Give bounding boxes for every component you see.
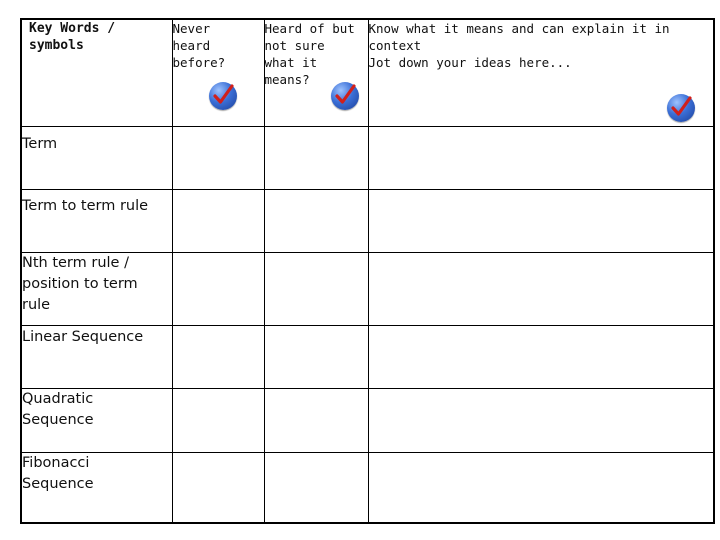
- term-label: Linear Sequence: [22, 328, 144, 345]
- checkmark-badge-icon: [209, 82, 237, 110]
- header-key-words-label: Key Words / symbols: [29, 21, 116, 53]
- ideas-cell[interactable]: [368, 189, 714, 252]
- header-never-heard: [172, 19, 264, 126]
- term-cell: [21, 388, 172, 452]
- never-heard-cell[interactable]: [172, 126, 264, 189]
- term-label: Term to term rule: [22, 197, 149, 214]
- term-label: Term: [22, 135, 58, 152]
- checkmark-badge-icon: [667, 94, 695, 122]
- term-cell: [21, 325, 172, 388]
- never-heard-cell[interactable]: [172, 189, 264, 252]
- ideas-cell[interactable]: [368, 252, 714, 325]
- term-cell: [21, 189, 172, 252]
- heard-of-cell[interactable]: [264, 388, 368, 452]
- ideas-cell[interactable]: [368, 325, 714, 388]
- table-row: [21, 325, 714, 388]
- heard-of-cell[interactable]: [264, 189, 368, 252]
- ideas-cell[interactable]: [368, 126, 714, 189]
- term-cell: [21, 452, 172, 523]
- table-row: [21, 126, 714, 189]
- table-row: [21, 252, 714, 325]
- header-row: [21, 19, 714, 126]
- header-key-words: [21, 19, 172, 126]
- heard-of-cell[interactable]: [264, 252, 368, 325]
- header-heard-of-label: Heard of but not sure what it means?: [264, 21, 355, 87]
- table-row: [21, 189, 714, 252]
- ideas-cell[interactable]: [368, 452, 714, 523]
- never-heard-cell[interactable]: [172, 452, 264, 523]
- never-heard-cell[interactable]: [172, 388, 264, 452]
- term-cell: [21, 252, 172, 325]
- term-label: Quadratic Sequence: [22, 390, 94, 428]
- heard-of-cell[interactable]: [264, 325, 368, 388]
- never-heard-cell[interactable]: [172, 325, 264, 388]
- header-know-it-label: Know what it means and can explain it in context Jot down your ideas here...: [368, 21, 670, 70]
- never-heard-cell[interactable]: [172, 252, 264, 325]
- header-heard-of: [264, 19, 368, 126]
- table-row: [21, 388, 714, 452]
- heard-of-cell[interactable]: [264, 452, 368, 523]
- ideas-cell[interactable]: [368, 388, 714, 452]
- checkmark-badge-icon: [331, 82, 359, 110]
- term-cell: [21, 126, 172, 189]
- term-label: Fibonacci Sequence: [22, 454, 94, 492]
- key-words-table: [20, 18, 715, 524]
- header-know-it: [368, 19, 714, 126]
- header-never-heard-label: Never heard before?: [172, 21, 226, 70]
- table-row: [21, 452, 714, 523]
- term-label: Nth term rule / position to term rule: [22, 254, 138, 313]
- heard-of-cell[interactable]: [264, 126, 368, 189]
